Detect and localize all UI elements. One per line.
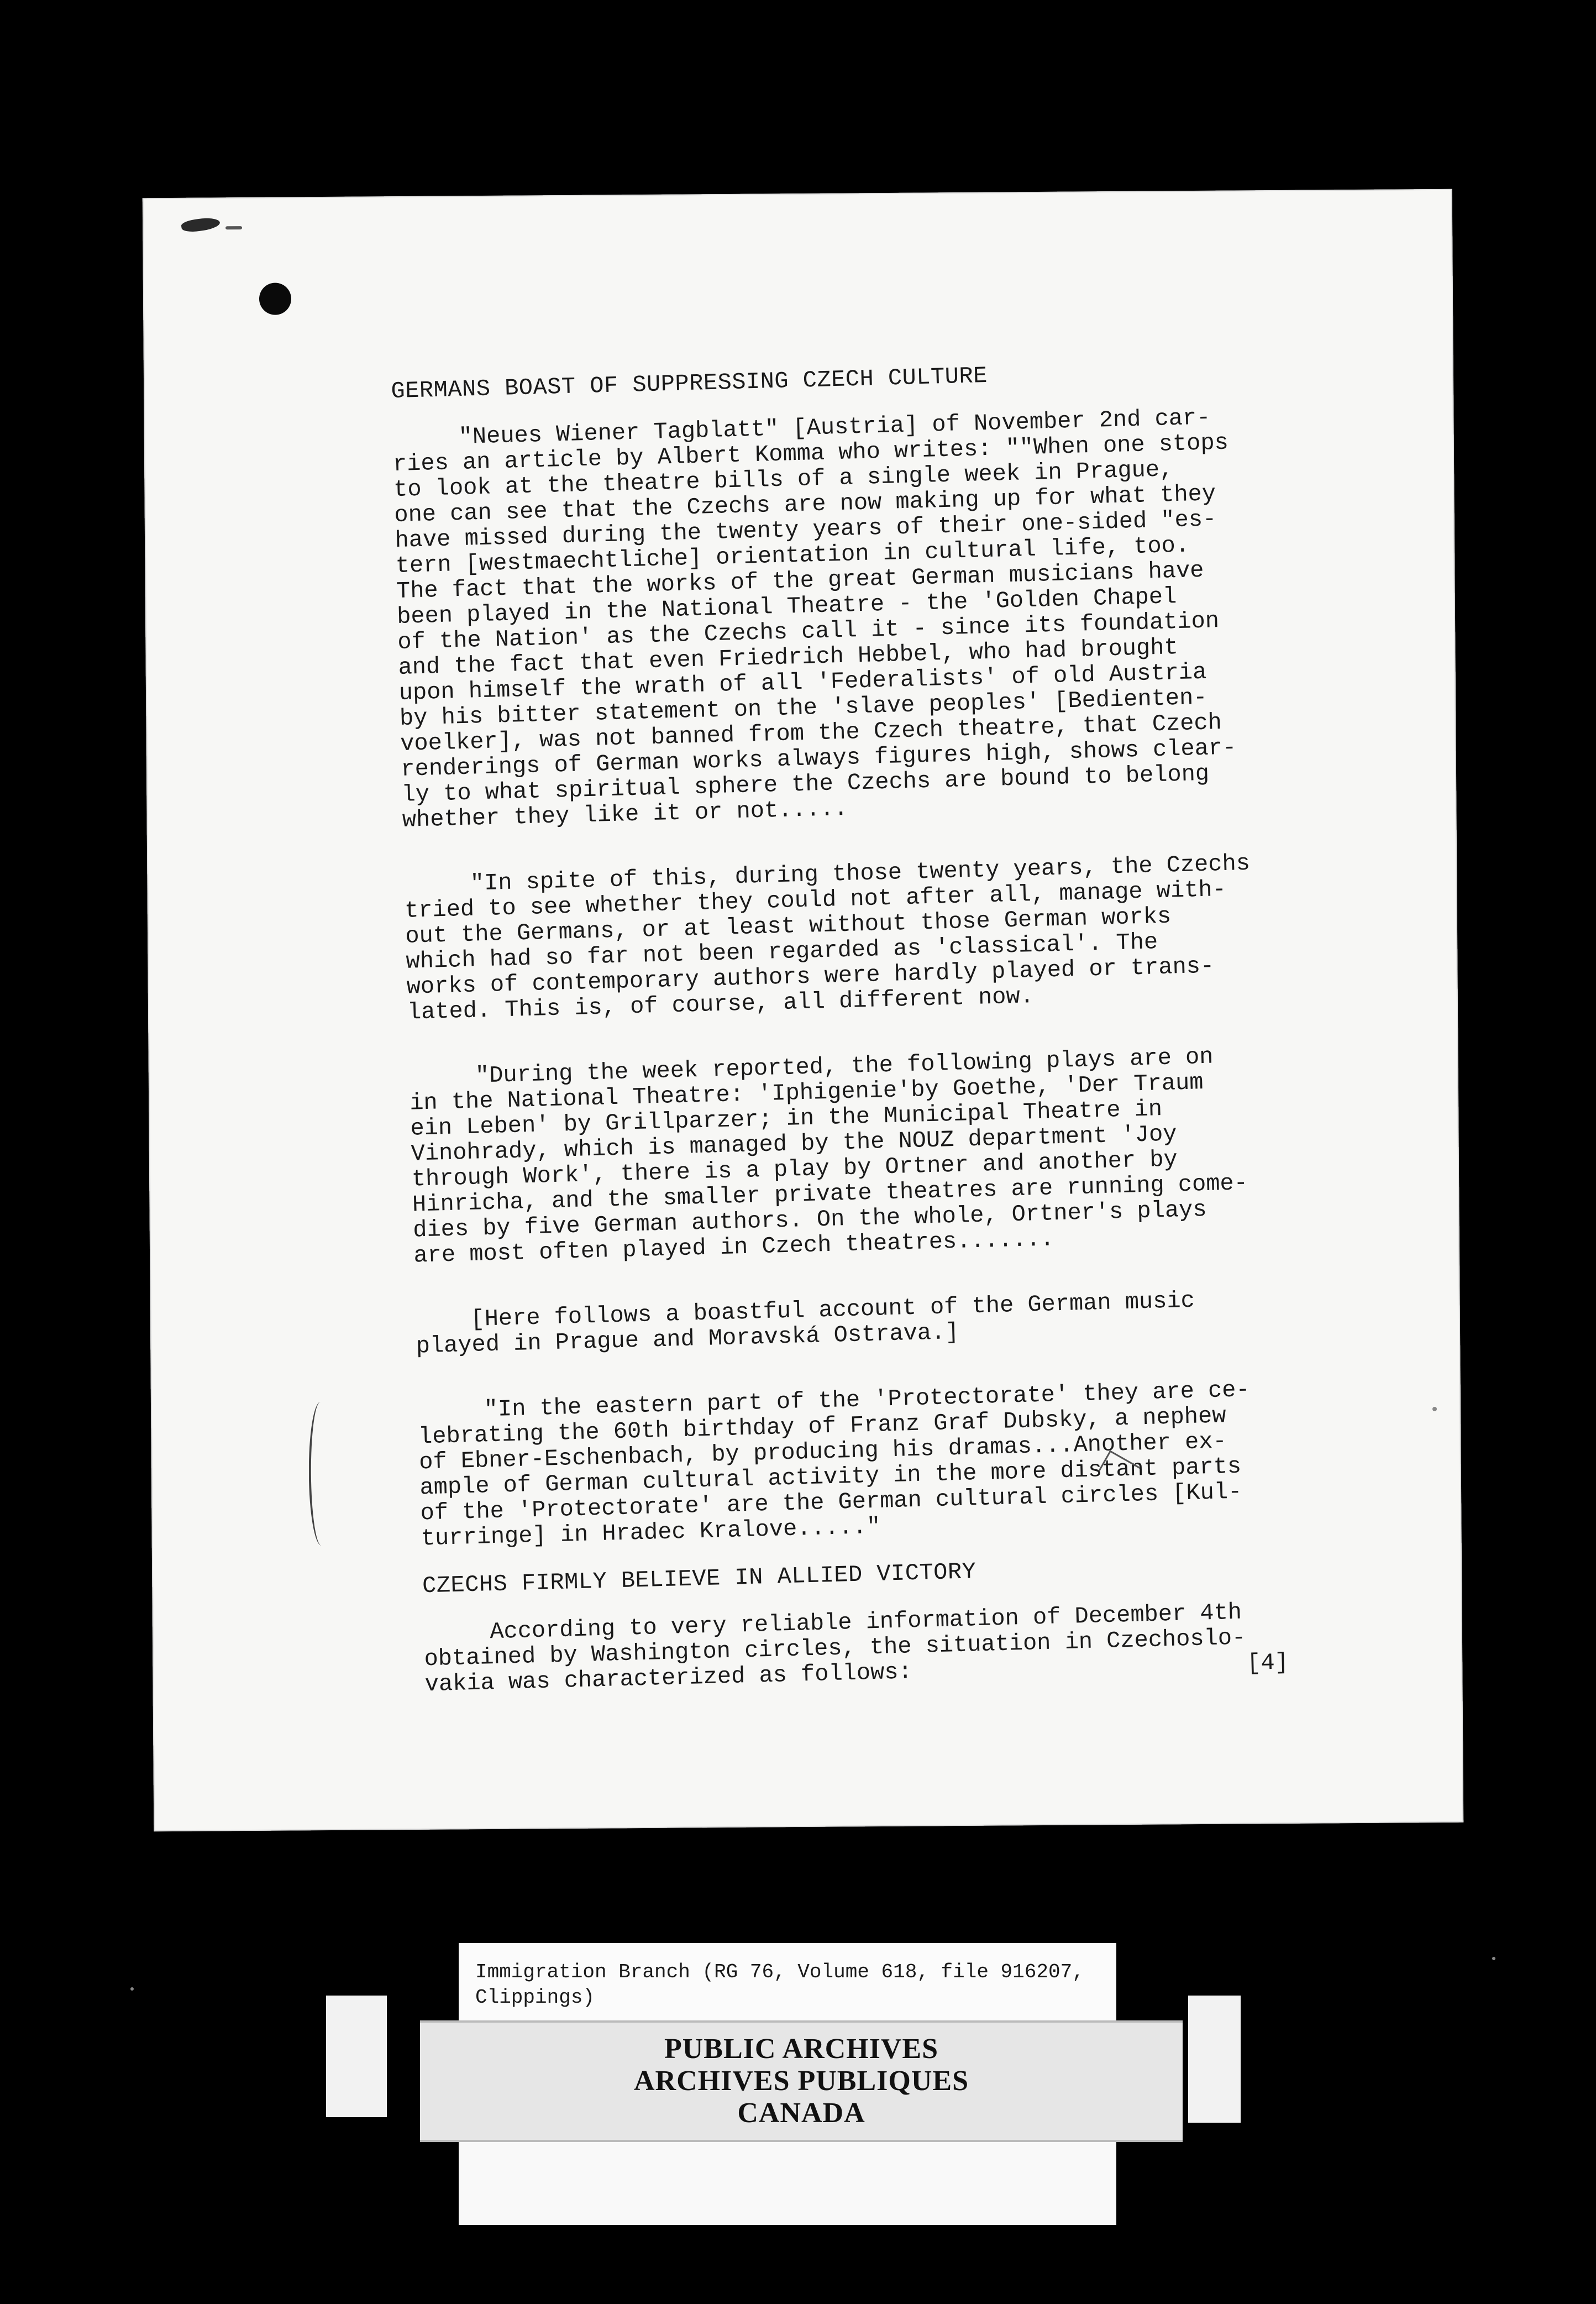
ink-smudge bbox=[181, 216, 221, 234]
paragraph-final: According to very reliable information of December 4th obtained by Washington circles, the situation in Czechoslo- vakia was characterized as follows: bbox=[424, 1599, 1246, 1698]
paragraph-1: "Neues Wiener Tagblatt" [Austria] of November 2nd car- ries an article by Albert Komma who writes: ""When one stops to look at the theatre bills of a single week in Prague, one can see that the Czechs are now making up for what they have missed during the twenty years of their one-sided "es- tern [westmaechtliche] orientation in cultural life, too. The fact that the works of the great German musicians have been played in the National Theatre - the 'Golden Chapel of the Nation' as the Czechs call it - since its foundation and the fact that even Friedrich Hebbel, who had brought upon himself the wrath of all 'Federalists' of old Austria by his bitter statement on the 'slave peoples' [Bedienten- voelker], was not banned from the Czech theatre, that Czech renderings of German works always figures high, shows clear- ly to what spiritual sphere the Czechs are bound to belong whether they like it or not..... bbox=[392, 404, 1237, 834]
public-archives-band bbox=[420, 2020, 1183, 2142]
archive-reference-label bbox=[459, 1943, 1116, 2020]
archive-reference-line2: Clippings) bbox=[475, 1986, 595, 2009]
stamp-tab-left bbox=[326, 1996, 387, 2117]
archive-stamp bbox=[326, 1943, 1232, 2275]
heading-allied-victory: CZECHS FIRMLY BELIEVE IN ALLIED VICTORY bbox=[422, 1558, 977, 1600]
archive-name-english: PUBLIC ARCHIVES bbox=[664, 2033, 939, 2065]
dust-speck bbox=[1432, 1407, 1437, 1411]
dust-speck bbox=[130, 1987, 134, 1991]
heading-german-culture: GERMANS BOAST OF SUPPRESSING CZECH CULTURE bbox=[390, 362, 988, 405]
paragraph-2: "In spite of this, during those twenty years, the Czechs tried to see whether they could not after all, manage with- out the Germans, or at least without those German works which had so far not been regarded as 'classical'. The works of contemporary authors were hardly played or trans- lated. This is, of course, all different now. bbox=[404, 850, 1251, 1026]
dust-speck bbox=[1492, 1957, 1495, 1960]
stamp-bottom-strip bbox=[459, 2142, 1116, 2225]
punch-hole bbox=[259, 282, 291, 315]
ink-smudge-small bbox=[225, 226, 242, 229]
paragraph-editorial-note: [Here follows a boastful account of the German music played in Prague and Moravská Ostrava.] bbox=[416, 1287, 1195, 1360]
archive-country: CANADA bbox=[737, 2097, 865, 2129]
archive-name-french: ARCHIVES PUBLIQUES bbox=[633, 2065, 969, 2097]
page-number: [4] bbox=[1246, 1649, 1289, 1677]
margin-pencil-mark bbox=[308, 1402, 334, 1546]
stamp-tab-right bbox=[1188, 1996, 1241, 2123]
typed-text-block bbox=[391, 353, 1398, 1697]
paragraph-5: "In the eastern part of the 'Protectorate' they are ce- lebrating the 60th birthday of Franz Graf Dubsky, a nephew of Ebner-Eschenbach, by producing his dramas...Another ex- ample of German cultural activity in the more distant parts of the 'Protectorate' are the German cultural circles [Kul- turringe] in Hradec Kralove....." bbox=[418, 1376, 1251, 1552]
paragraph-3: "During the week reported, the following plays are on in the National Theatre: 'Iphigenie'by Goethe, 'Der Traum ein Leben' by Grillparzer; in the Municipal Theatre in Vinohrady, which is managed by the NOUZ department 'Joy through Work', there is a play by Ortner and another by Hinricha, and the smaller private theatres are running come- dies by five German authors. On the whole, Ortner's plays are most often played in Czech theatres....... bbox=[409, 1043, 1248, 1269]
document-page bbox=[143, 189, 1464, 1831]
archive-reference-line1: Immigration Branch (RG 76, Volume 618, file 916207, bbox=[475, 1961, 1084, 1983]
